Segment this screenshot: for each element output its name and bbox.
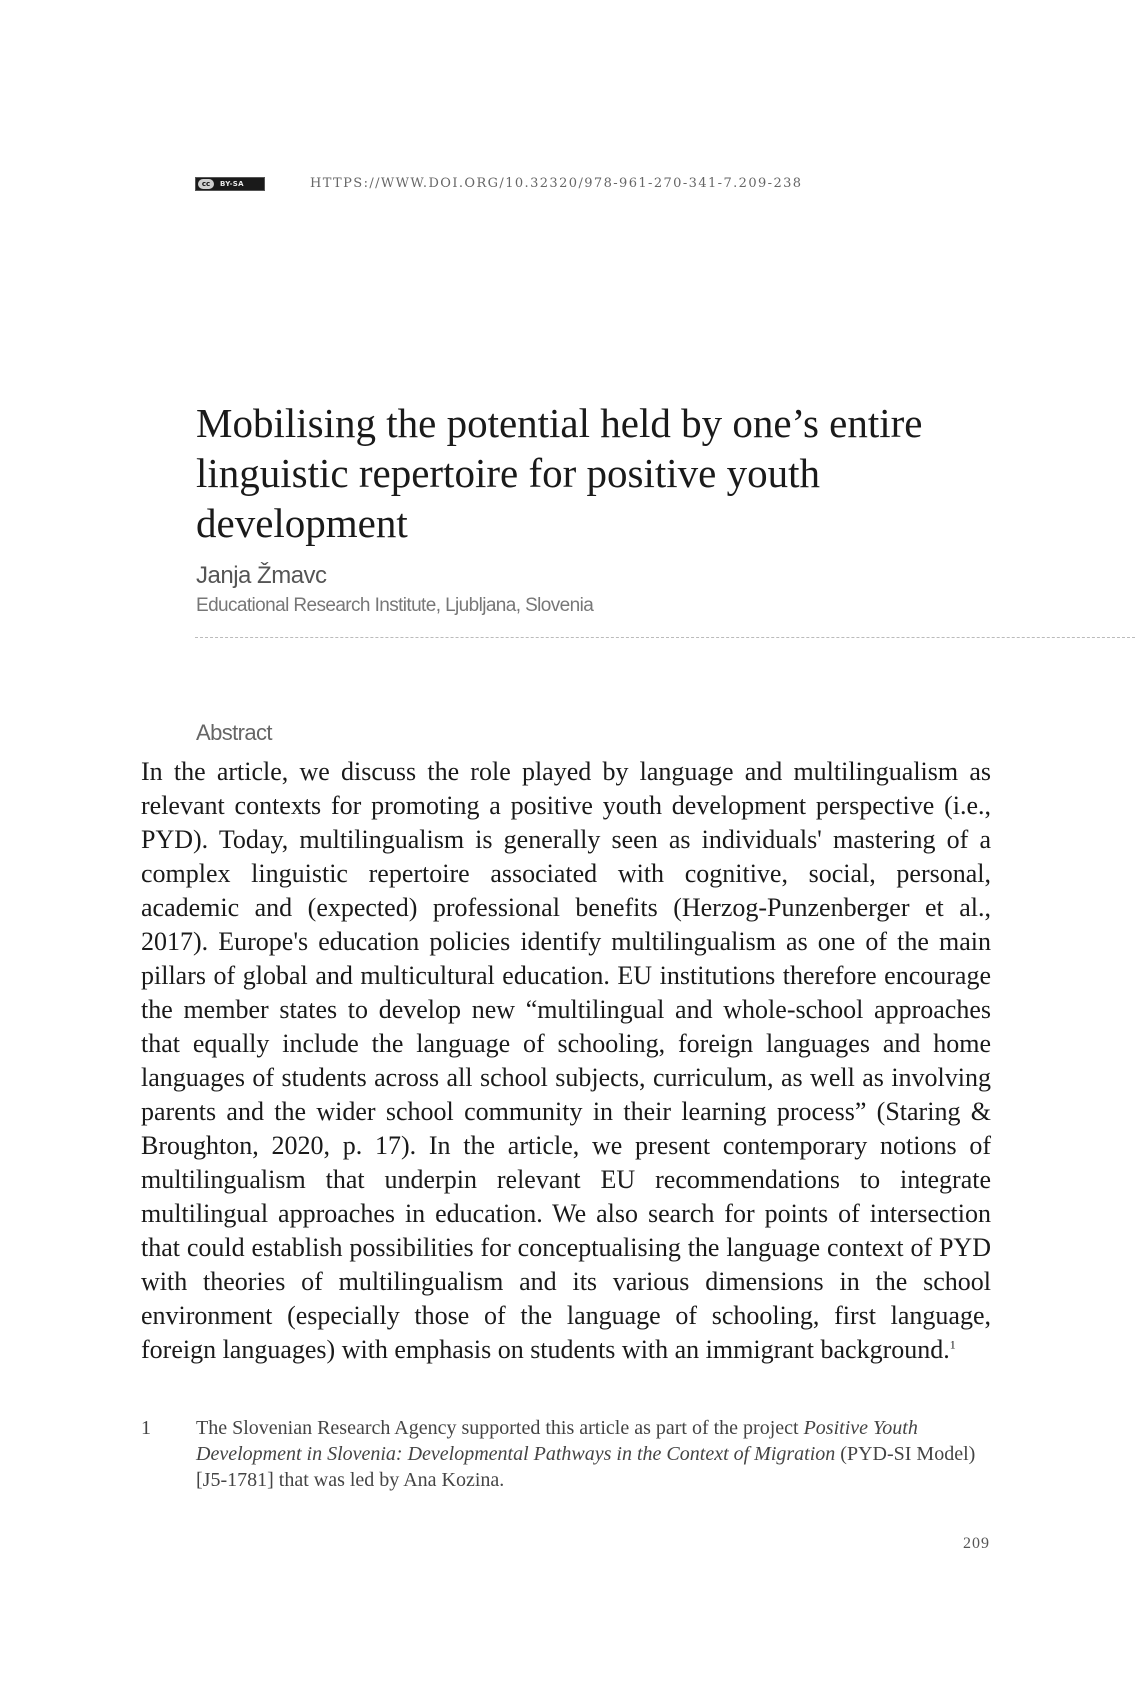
footnote-text [196, 1415, 991, 1493]
abstract-text: In the article, we discuss the role played by language and multilingualism as relevant contexts for promoting a positive youth development perspective (i.e., PYD). Today, multilingualism is generally seen as individuals' mastering of a complex linguistic repertoire associated with cognitive, social, personal, academic and (expected) professional benefits (Herzog-Punzenberger et al., 2017). Europe's education policies identify multilingualism as one of the main pillars of global and multicultural education. EU institutions therefore encourage the member states to develop new “multilingual and whole-school approaches that equally include the language of schooling, foreign languages and home languages of students across all school subjects, curriculum, as well as involving parents and the wider school community in their learning process” (Staring & Broughton, 2020, p. 17). In the article, we present contemporary notions of multilingualism that underpin relevant EU recommendations to integrate multilingual approaches in education. We also search for points of intersection that could establish possibilities for conceptualising the language context of PYD with theories of multilingualism and its various dimensions in the school environment (especially those of the language of schooling, first language, foreign languages) with emphasis on students with an immigrant background. [141, 757, 991, 1364]
cc-license-badge[interactable] [195, 177, 265, 191]
abstract-body [141, 755, 991, 1367]
license-label: BY-SA [220, 180, 244, 188]
author-name: Janja Žmavc [196, 562, 327, 589]
footnote [141, 1415, 991, 1493]
title-block [196, 398, 1016, 548]
page-header [195, 176, 995, 198]
footnote-text-start: The Slovenian Research Agency supported this article as part of the project [196, 1417, 804, 1439]
cc-icon: cc [198, 179, 214, 189]
footnote-marker[interactable]: 1 [949, 1337, 956, 1352]
project-title: Positive Youth Development in Slovenia: Developmental Pathways in the Context of Migration [196, 1417, 918, 1465]
author-affiliation: Educational Research Institute, Ljubljana, Slovenia [196, 595, 594, 616]
page-number: 209 [963, 1535, 990, 1552]
footnote-text-end: (PYD-SI Model) [J5-1781] that was led by Ana Kozina. [196, 1443, 976, 1491]
footnote-number: 1 [141, 1417, 151, 1439]
article-title: Mobilising the potential held by one’s entire linguistic repertoire for positive youth development [196, 400, 923, 546]
divider [195, 637, 1135, 638]
doi-link[interactable]: HTTPS://WWW.DOI.ORG/10.32320/978-961-270-341-7.209-238 [310, 176, 803, 191]
abstract-heading: Abstract [196, 720, 272, 745]
